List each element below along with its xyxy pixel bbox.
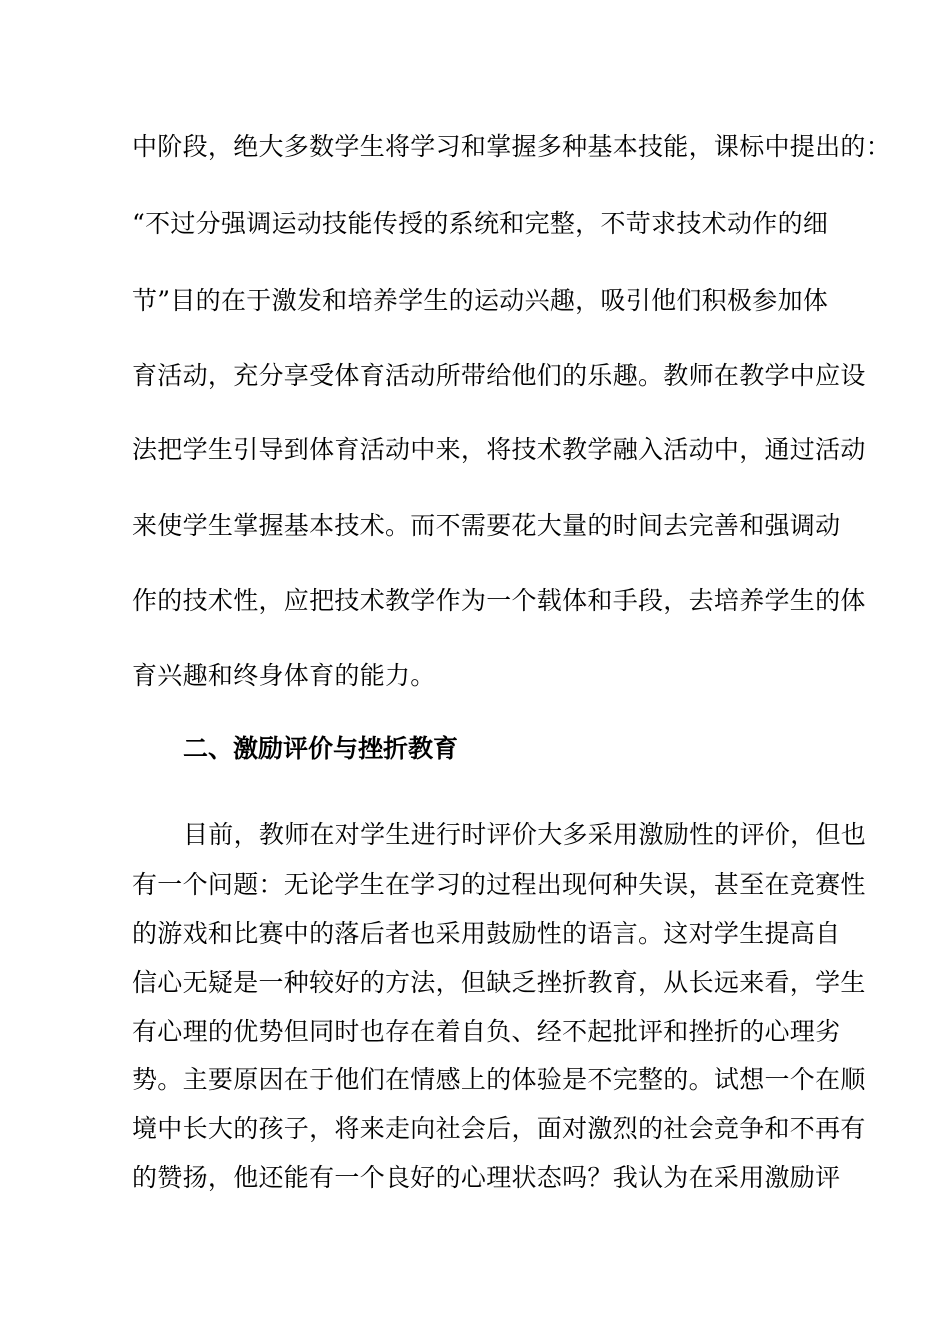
paragraph-2-line-5: 有心理的优势但同时也存在着自负、经不起批评和挫折的心理劣 — [132, 1017, 841, 1046]
paragraph-1-line-5: 法把学生引导到体育活动中来，将技术教学融入活动中，通过活动 — [132, 435, 866, 464]
paragraph-2-line-8: 的赞扬，他还能有一个良好的心理状态吗？我认为在采用激励评 — [132, 1163, 841, 1192]
paragraph-1-line-3: 节”目的在于激发和培养学生的运动兴趣，吸引他们积极参加体 — [132, 286, 829, 315]
paragraph-1-line-2: “不过分强调运动技能传授的系统和完整，不苛求技术动作的细 — [132, 209, 829, 238]
paragraph-2-line-1: 目前，教师在对学生进行时评价大多采用激励性的评价，但也 — [183, 820, 867, 849]
paragraph-1-line-7: 作的技术性，应把技术教学作为一个载体和手段，去培养学生的体 — [132, 586, 866, 615]
paragraph-1-line-4: 育活动，充分享受体育活动所带给他们的乐趣。教师在教学中应设 — [132, 361, 866, 390]
paragraph-1-line-1: 中阶段，绝大多数学生将学习和掌握多种基本技能，课标中提出的： — [132, 132, 892, 161]
paragraph-1-line-6: 来使学生掌握基本技术。而不需要花大量的时间去完善和强调动 — [132, 511, 841, 540]
section-heading: 二、激励评价与挫折教育 — [183, 734, 459, 763]
paragraph-2-line-6: 势。主要原因在于他们在情感上的体验是不完整的。试想一个在顺 — [132, 1065, 866, 1094]
paragraph-2-line-2: 有一个问题：无论学生在学习的过程出现何种失误，甚至在竞赛性 — [132, 870, 866, 899]
paragraph-2-line-3: 的游戏和比赛中的落后者也采用鼓励性的语言。这对学生提高自 — [132, 919, 841, 948]
paragraph-2-line-7: 境中长大的孩子，将来走向社会后，面对激烈的社会竞争和不再有 — [132, 1114, 866, 1143]
paragraph-2-line-4: 信心无疑是一种较好的方法，但缺乏挫折教育，从长远来看，学生 — [132, 968, 866, 997]
paragraph-1-line-8: 育兴趣和终身体育的能力。 — [132, 661, 436, 690]
